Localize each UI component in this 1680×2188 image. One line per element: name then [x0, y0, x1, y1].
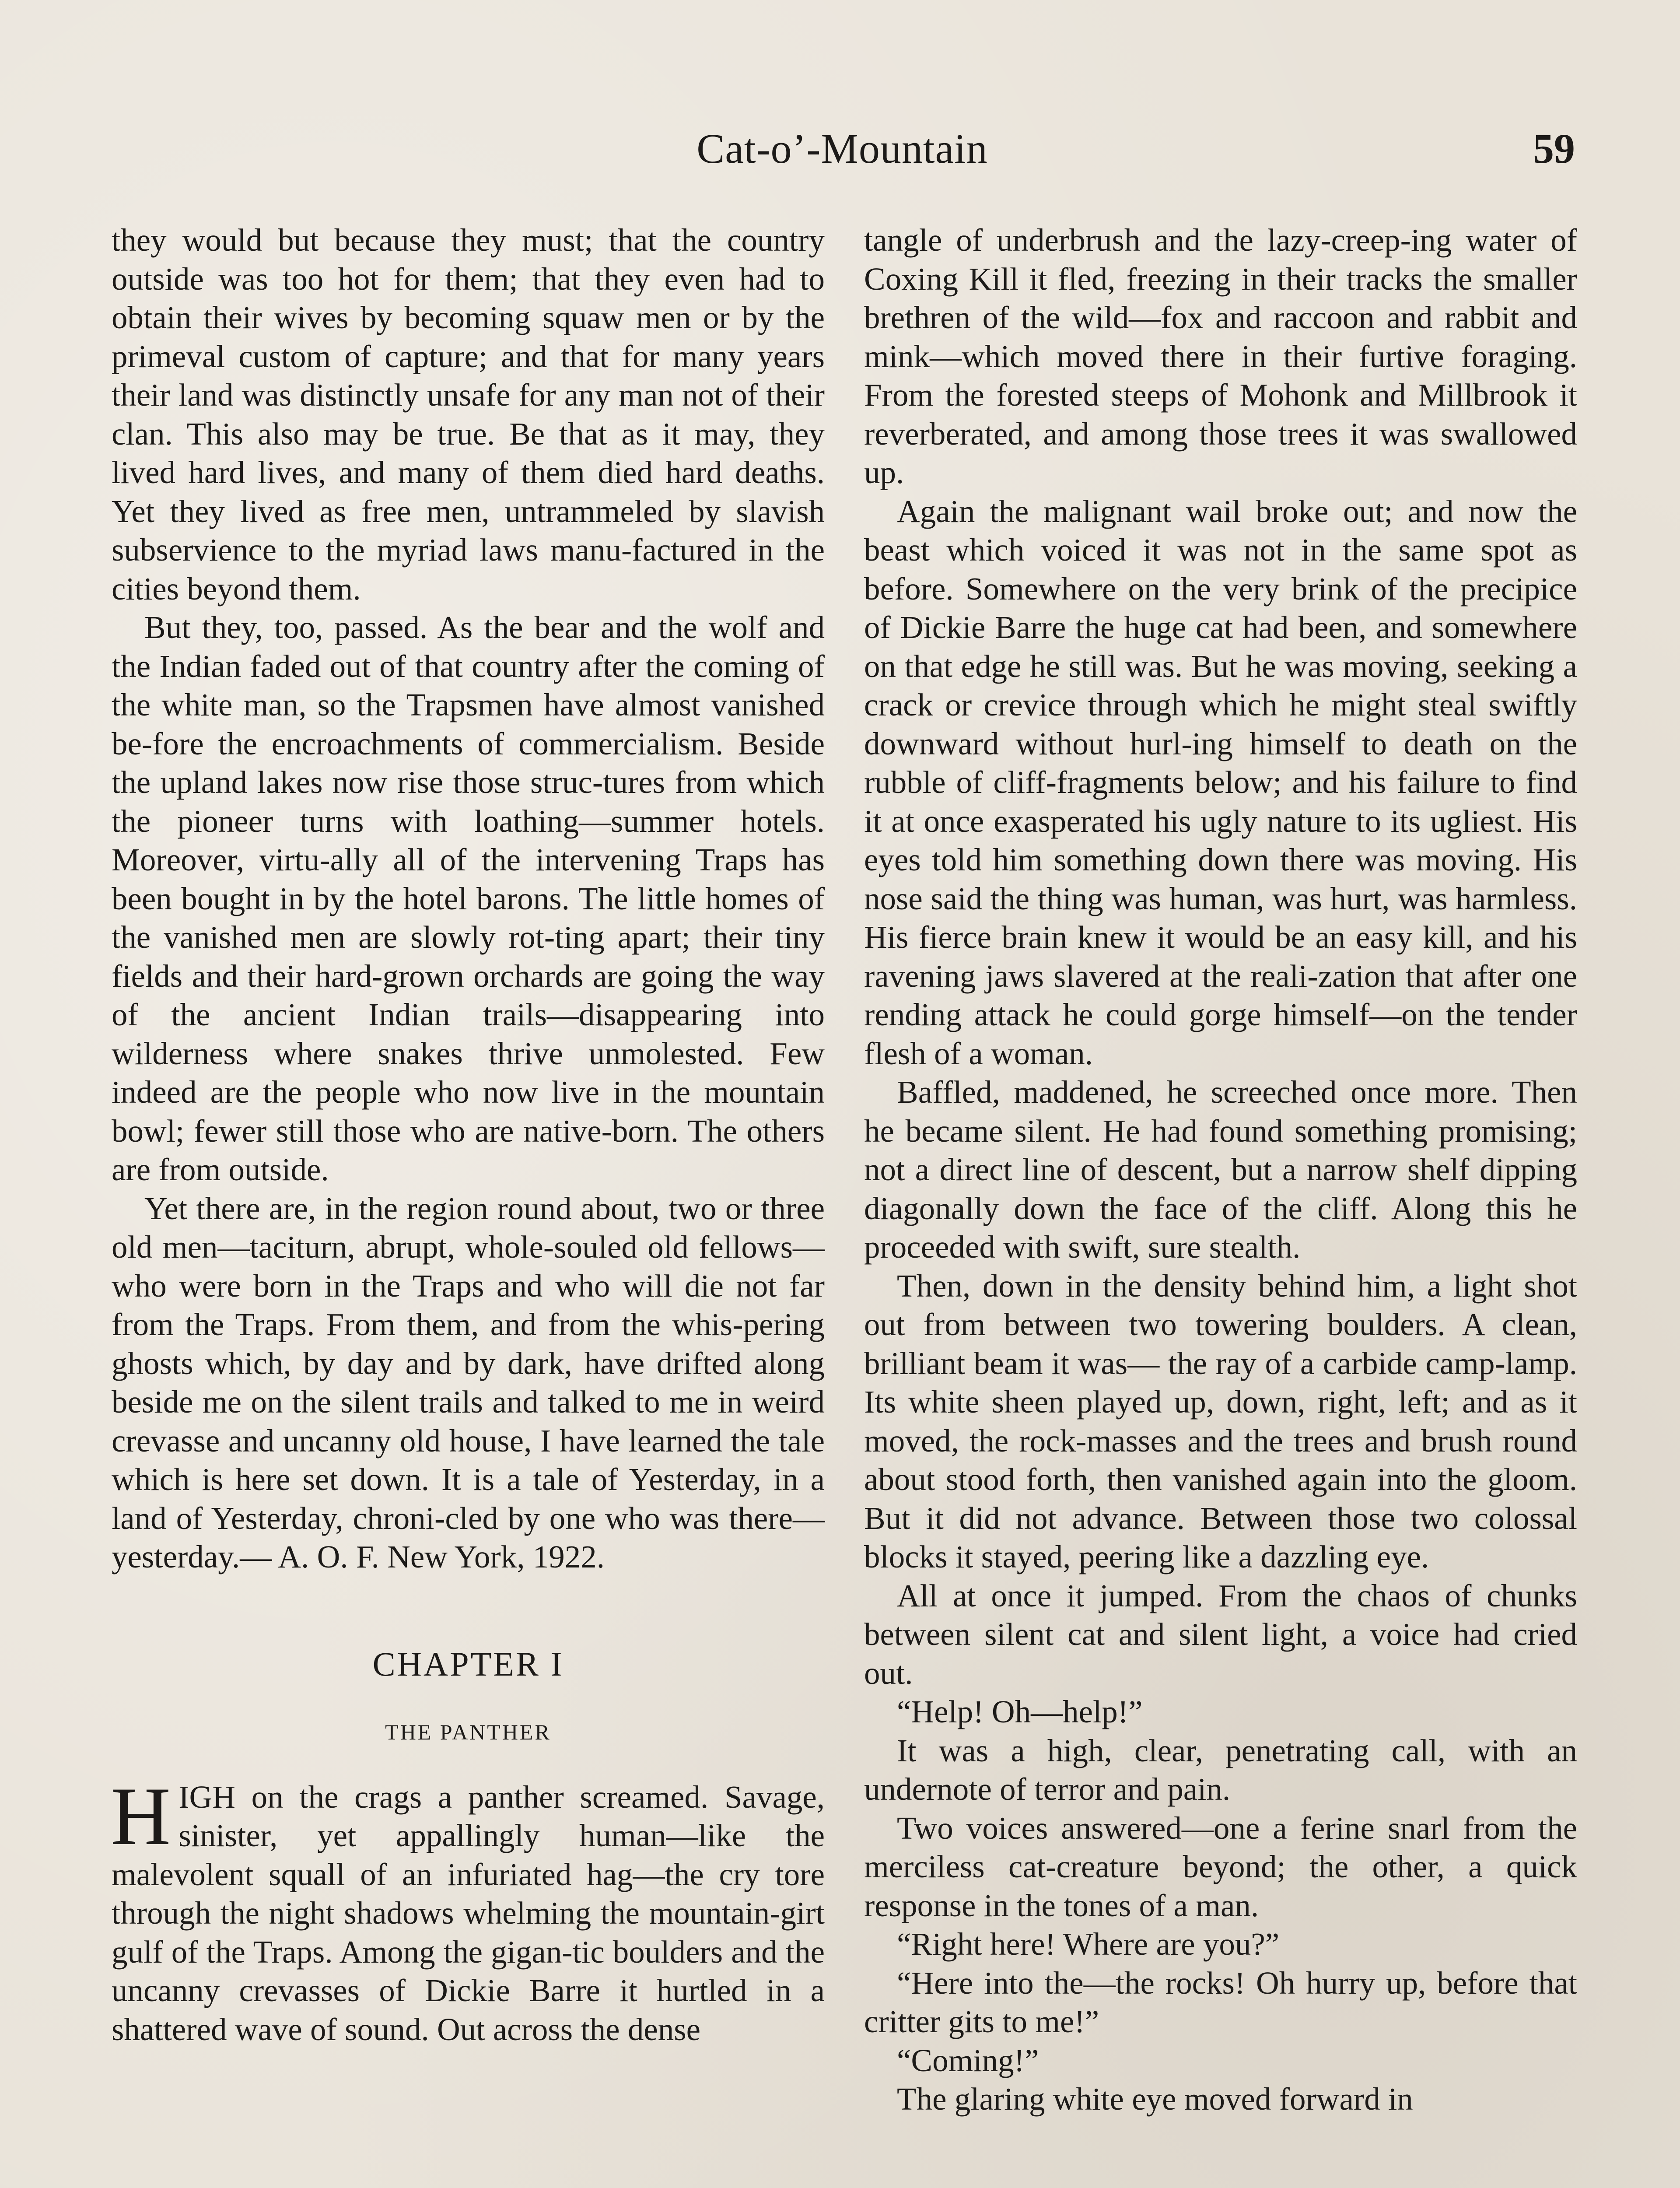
- dialog-line: “Help! Oh—help!”: [897, 1694, 1143, 1729]
- paragraph: All at once it jumped. From the chaos of chunks between silent cat and silent light, a voice had cried out.: [864, 1578, 1577, 1691]
- paragraph: Baffled, maddened, he screeched once more. Then he became silent. He had found something promising; not a direct line of descent, but a narrow shelf dipping diagonally down the face of the cliff. Along this he proceeded with swift, sure stealth.: [864, 1074, 1577, 1265]
- page-number: 59: [1533, 125, 1575, 172]
- paragraph: tangle of underbrush and the lazy-creep-ing water of Coxing Kill it fled, freezing in their tracks the smaller brethren of the wild—fox and raccoon and rabbit and mink—which moved there in their furtive foraging. From the forested steeps of Mohonk and Millbrook it reverberated, and among those trees it was swallowed up.: [864, 222, 1577, 490]
- chapter-title: CHAPTER I: [372, 1645, 564, 1683]
- paragraph: Then, down in the density behind him, a light shot out from between two towering boulders. A clean, brilliant beam it was— the ray of a carbide camp-lamp. Its white sheen played up, down, right, left; and as it moved, the rock-masses and the trees and brush round about stood forth, then vanished again into the gloom. But it did not advance. Between those two colossal blocks it stayed, peering like a dazzling eye.: [864, 1268, 1577, 1574]
- left-column: [112, 221, 825, 2049]
- dialog-line: “Coming!”: [897, 2042, 1039, 2078]
- running-title: Cat-o’-Mountain: [696, 125, 988, 172]
- right-column: [864, 221, 1577, 2119]
- paragraph: Yet there are, in the region round about, two or three old men—taciturn, abrupt, whole-souled old fellows—who were born in the Traps and who will die not far from the Traps. From them, and from the whis-pering ghosts which, by day and by dark, have drifted along beside me on the silent trails and talked to me in weird crevasse and uncanny old house, I have learned the tale which is here set down. It is a tale of Yesterday, in a land of Yesterday, chroni-cled by one who was there—yesterday.— A. O. F. New York, 1922.: [112, 1190, 825, 1574]
- paragraph: they would but because they must; that the country outside was too hot for them; that they even had to obtain their wives by becoming squaw men or by the primeval custom of capture; and that for many years their land was distinctly unsafe for any man not of their clan. This also may be true. Be that as it may, they lived hard lives, and many of them died hard deaths. Yet they lived as free men, untrammeled by slavish subservience to the myriad laws manu-factured in the cities beyond them.: [112, 222, 825, 607]
- paragraph: But they, too, passed. As the bear and the wolf and the Indian faded out of that country after the coming of the white man, so the Trapsmen have almost vanished be-fore the encroachments of commercialism. Beside the upland lakes now rise those struc-tures from which the pioneer turns with loathing—summer hotels. Moreover, virtu-ally all of the intervening Traps has been bought in by the hotel barons. The little homes of the vanished men are slowly rot-ting apart; their tiny fields and their hard-grown orchards are going the way of the ancient Indian trails—disappearing into wilderness where snakes thrive unmolested. Few indeed are the people who now live in the mountain bowl; fewer still those who are native-born. The others are from outside.: [112, 610, 825, 1187]
- chapter-opening-text: IGH on the crags a panther screamed. Savage, sinister, yet appallingly human—like the malevolent squall of an infuriated hag—the cry tore through the night shadows whelming the mountain-girt gulf of the Traps. Among the gigan-tic boulders and the uncanny crevasses of Dickie Barre it hurtled in a shattered wave of sound. Out across the dense: [112, 1779, 825, 2047]
- paragraph: Two voices answered—one a ferine snarl from the merciless cat-creature beyond; the other, a quick response in the tones of a man.: [864, 1810, 1577, 1923]
- paragraph: It was a high, clear, penetrating call, with an undernote of terror and pain.: [864, 1732, 1577, 1807]
- chapter-subtitle: THE PANTHER: [385, 1719, 551, 1744]
- running-header: [109, 118, 1575, 179]
- paragraph: The glaring white eye moved forward in: [897, 2081, 1413, 2117]
- dialog-line: “Here into the—the rocks! Oh hurry up, before that critter gits to me!”: [864, 1965, 1577, 2039]
- paragraph: Again the malignant wail broke out; and now the beast which voiced it was not in the same spot as before. Somewhere on the very brink of the precipice of Dickie Barre the huge cat had been, and somewhere on that edge he still was. But he was moving, seeking a crack or crevice through which he might steal swiftly downward without hurl-ing himself to death on the rubble of cliff-fragments below; and his failure to find it at once exasperated his ugly nature to its ugliest. His eyes told him something down there was moving. His nose said the thing was human, was hurt, was harmless. His fierce brain knew it would be an easy kill, and his ravening jaws slavered at the reali-zation that after one rending attack he could gorge himself—on the tender flesh of a woman.: [864, 493, 1577, 1071]
- chapter-opening-paragraph: [111, 1770, 825, 2049]
- drop-cap: H: [111, 1770, 171, 1862]
- dialog-line: “Right here! Where are you?”: [897, 1926, 1280, 1962]
